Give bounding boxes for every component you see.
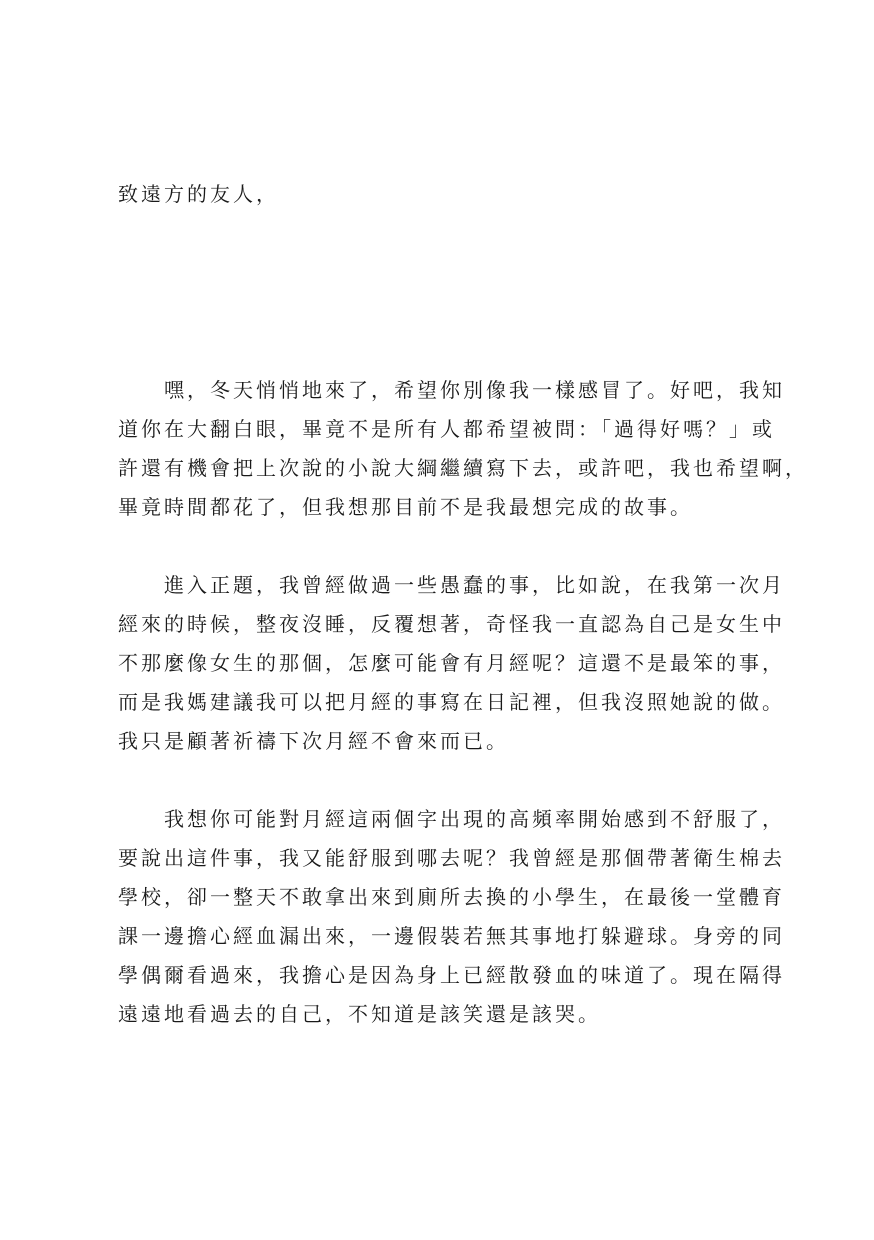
- paragraph-3: [118, 800, 785, 1034]
- paragraph-line: 畢竟時間都花了，但我想那目前不是我最想完成的故事。: [118, 495, 693, 519]
- paragraph-line: 而是我媽建議我可以把月經的事寫在日記裡，但我沒照她說的做。: [118, 690, 785, 714]
- paragraph-line: 進入正題，我曾經做過一些愚蠢的事，比如說，在我第一次月: [118, 573, 785, 597]
- paragraph-1: [118, 371, 808, 527]
- paragraph-line: 嘿，冬天悄悄地來了，希望你別像我一樣感冒了。好吧，我知: [118, 378, 785, 402]
- paragraph-line: 課一邊擔心經血漏出來，一邊假裝若無其事地打躲避球。身旁的同: [118, 924, 785, 948]
- paragraph-line: 經來的時候，整夜沒睡，反覆想著，奇怪我一直認為自己是女生中: [118, 612, 785, 636]
- paragraph-line: 遠遠地看過去的自己，不知道是該笑還是該哭。: [118, 1002, 601, 1026]
- paragraph-line: 學校，卻一整天不敢拿出來到廁所去換的小學生，在最後一堂體育: [118, 885, 785, 909]
- paragraph-line: 要說出這件事，我又能舒服到哪去呢？我曾經是那個帶著衛生棉去: [118, 846, 785, 870]
- paragraph-line: 許還有機會把上次說的小說大綱繼續寫下去，或許吧，我也希望啊，: [118, 456, 808, 480]
- paragraph-line: 不那麼像女生的那個，怎麼可能會有月經呢？這還不是最笨的事，: [118, 651, 785, 675]
- paragraph-2: [118, 566, 785, 761]
- paragraph-line: 學偶爾看過來，我擔心是因為身上已經散發血的味道了。現在隔得: [118, 963, 785, 987]
- letter-salutation: 致遠方的友人，: [118, 182, 279, 206]
- paragraph-line: 我想你可能對月經這兩個字出現的高頻率開始感到不舒服了，: [118, 807, 785, 831]
- paragraph-line: 我只是顧著祈禱下次月經不會來而已。: [118, 729, 509, 753]
- paragraph-line: 道你在大翻白眼，畢竟不是所有人都希望被問：「過得好嗎？」或: [118, 417, 775, 441]
